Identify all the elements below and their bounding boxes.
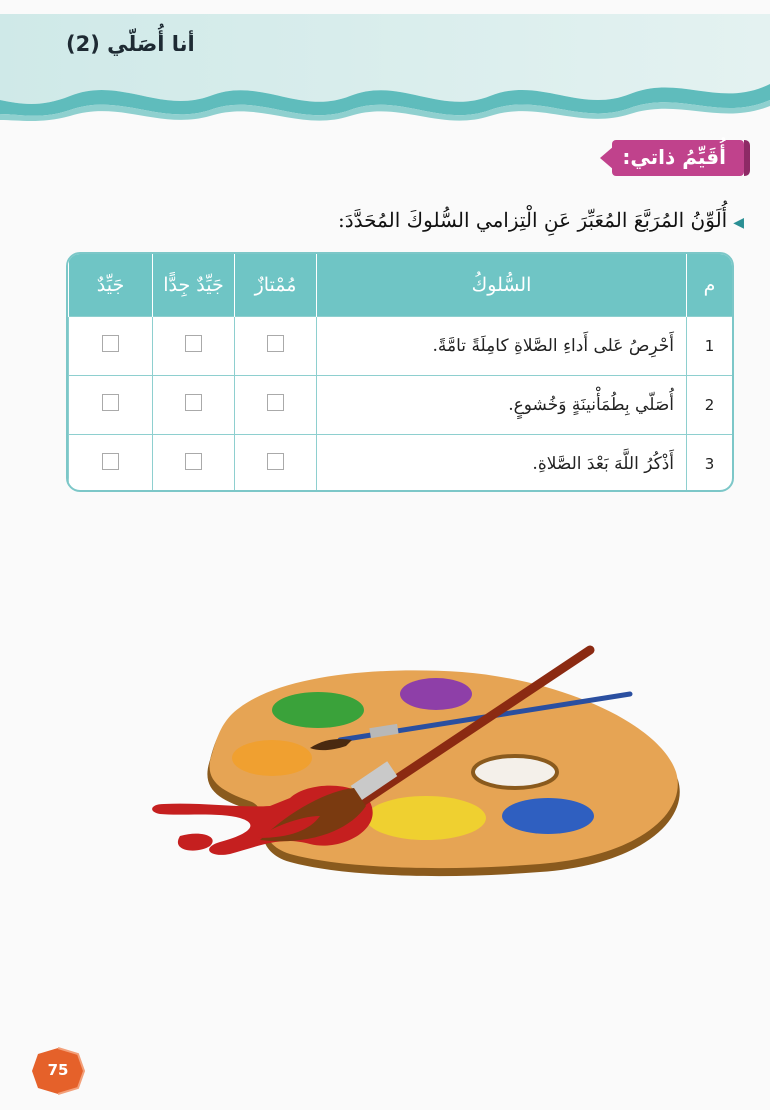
col-header-behavior: السُّلوكُ [317, 254, 687, 317]
col-header-good: جَيِّدٌ [69, 254, 153, 317]
paint-palette-icon [140, 640, 700, 900]
instruction-text [338, 208, 744, 232]
checkbox-very-good[interactable] [185, 394, 202, 411]
chapter-title: أنا أُصَلّي (2) [66, 32, 195, 56]
header-banner [0, 14, 770, 124]
checkbox-good[interactable] [102, 335, 119, 352]
col-header-excellent: مُمْتازٌ [235, 254, 317, 317]
row-number: 1 [687, 317, 733, 376]
row-behavior: أَحْرِصُ عَلى أَداءِ الصَّلاةِ كامِلَةً تامَّةً. [317, 317, 687, 376]
section-tag [600, 140, 750, 176]
row-number: 3 [687, 435, 733, 493]
bullet-icon: ◀ [733, 215, 744, 231]
col-header-num: م [687, 254, 733, 317]
row-number: 2 [687, 376, 733, 435]
section-tag-label: أُقَيِّمُ ذاتي: [622, 145, 726, 169]
checkbox-excellent[interactable] [267, 453, 284, 470]
checkbox-excellent[interactable] [267, 335, 284, 352]
checkbox-good[interactable] [102, 453, 119, 470]
row-behavior: أَذْكُرُ اللَّهَ بَعْدَ الصَّلاةِ. [317, 435, 687, 493]
checkbox-excellent[interactable] [267, 394, 284, 411]
table-header-row [69, 254, 733, 317]
checkbox-very-good[interactable] [185, 453, 202, 470]
table-row [69, 435, 733, 493]
table-row [69, 376, 733, 435]
instruction-label: أُلَوِّنُ المُرَبَّعَ المُعَبِّرَ عَنِ الْتِزامي السُّلوكَ المُحَدَّدَ: [338, 208, 728, 232]
self-evaluation-table [66, 252, 734, 492]
table-row [69, 317, 733, 376]
checkbox-very-good[interactable] [185, 335, 202, 352]
row-behavior: أُصَلّي بِطُمَأْنينَةٍ وَخُشوعٍ. [317, 376, 687, 435]
col-header-very-good: جَيِّدٌ جِدًّا [153, 254, 235, 317]
page-number: 75 [47, 1061, 69, 1079]
checkbox-good[interactable] [102, 394, 119, 411]
